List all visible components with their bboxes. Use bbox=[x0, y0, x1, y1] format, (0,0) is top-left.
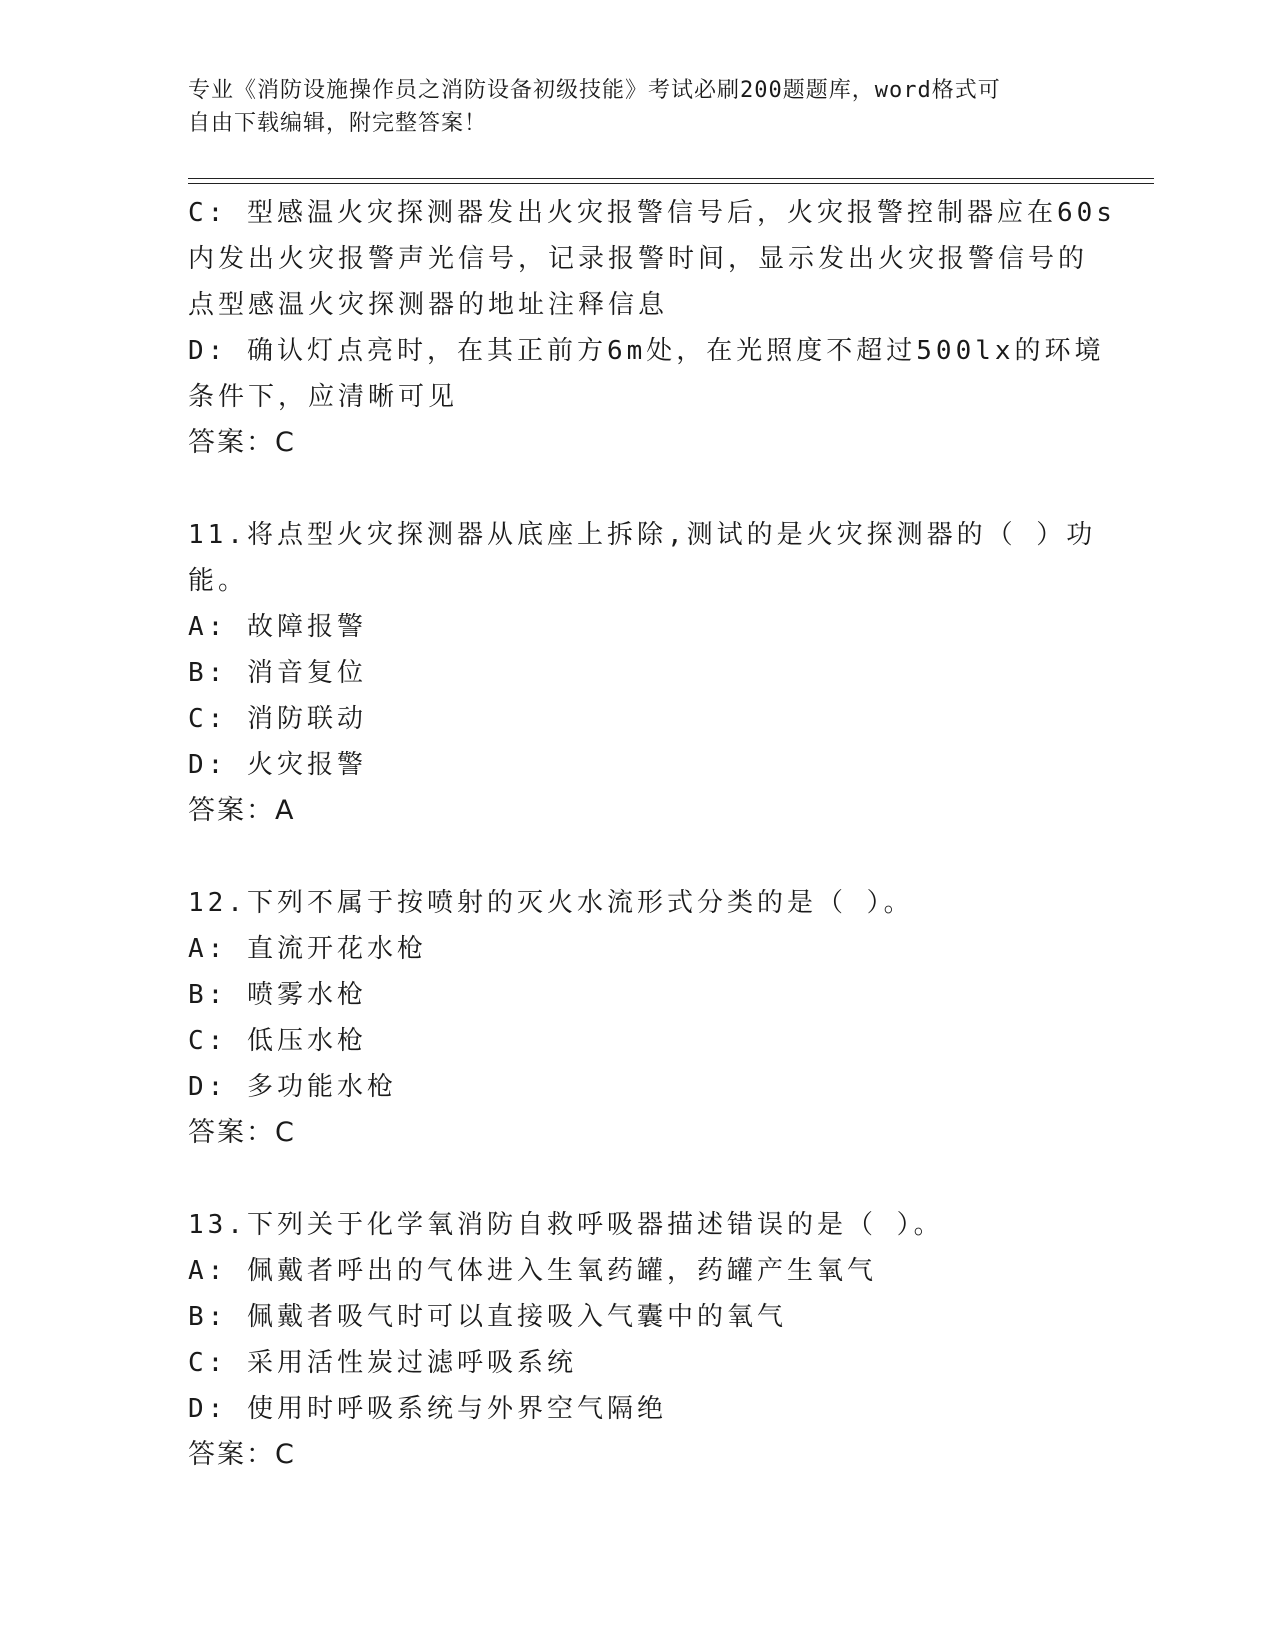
header-divider-top bbox=[188, 178, 1154, 179]
question-block-12 bbox=[188, 880, 1068, 1156]
answer-line: 答案：C bbox=[188, 427, 296, 458]
option-c: C: 低压水枪 bbox=[188, 1026, 367, 1056]
option-c-line-2: 内发出火灾报警声光信号，记录报警时间，显示发出火灾报警信号的 bbox=[188, 244, 1089, 274]
question-stem-line-1: 11.将点型火灾探测器从底座上拆除,测试的是火灾探测器的（ ）功 bbox=[188, 520, 1097, 550]
option-b: B: 消音复位 bbox=[188, 658, 367, 688]
question-stem: 12.下列不属于按喷射的灭火水流形式分类的是（ ）。 bbox=[188, 888, 914, 918]
option-c: C: 消防联动 bbox=[188, 704, 367, 734]
option-a: A: 直流开花水枪 bbox=[188, 934, 427, 964]
option-c: C: 采用活性炭过滤呼吸系统 bbox=[188, 1348, 577, 1378]
option-d-line-2: 条件下，应清晰可见 bbox=[188, 382, 459, 412]
question-block-11 bbox=[188, 512, 1097, 834]
spacer bbox=[188, 466, 1068, 512]
option-d: D: 多功能水枪 bbox=[188, 1072, 397, 1102]
document-header bbox=[188, 74, 1068, 140]
question-block-13 bbox=[188, 1202, 1068, 1478]
option-b: B: 喷雾水枪 bbox=[188, 980, 367, 1010]
spacer bbox=[188, 1156, 1068, 1202]
option-a: A: 故障报警 bbox=[188, 612, 367, 642]
question-stem: 13.下列关于化学氧消防自救呼吸器描述错误的是（ ）。 bbox=[188, 1210, 944, 1240]
option-b: B: 佩戴者吸气时可以直接吸入气囊中的氧气 bbox=[188, 1302, 787, 1332]
spacer bbox=[188, 834, 1068, 880]
question-stem-line-2: 能。 bbox=[188, 566, 249, 596]
question-list bbox=[188, 190, 1116, 1478]
header-divider-bottom bbox=[188, 183, 1154, 184]
answer-line: 答案：C bbox=[188, 1439, 296, 1470]
header-line-2: 自由下载编辑，附完整答案！ bbox=[188, 111, 488, 136]
option-d: D: 火灾报警 bbox=[188, 750, 367, 780]
option-d: D: 使用时呼吸系统与外界空气隔绝 bbox=[188, 1394, 667, 1424]
option-c-line-3: 点型感温火灾探测器的地址注释信息 bbox=[188, 290, 669, 320]
header-line-1: 专业《消防设施操作员之消防设备初级技能》考试必刷200题题库，word格式可 bbox=[188, 78, 1001, 103]
option-a: A: 佩戴者呼出的气体进入生氧药罐，药罐产生氧气 bbox=[188, 1256, 877, 1286]
question-block-10-continued bbox=[188, 190, 1116, 466]
answer-line: 答案：C bbox=[188, 1117, 296, 1148]
option-c-line-1: C: 型感温火灾探测器发出火灾报警信号后，火灾报警控制器应在60s bbox=[188, 198, 1116, 228]
option-d-line-1: D: 确认灯点亮时，在其正前方6m处，在光照度不超过500lx的环境 bbox=[188, 336, 1105, 366]
answer-line: 答案：A bbox=[188, 795, 296, 826]
